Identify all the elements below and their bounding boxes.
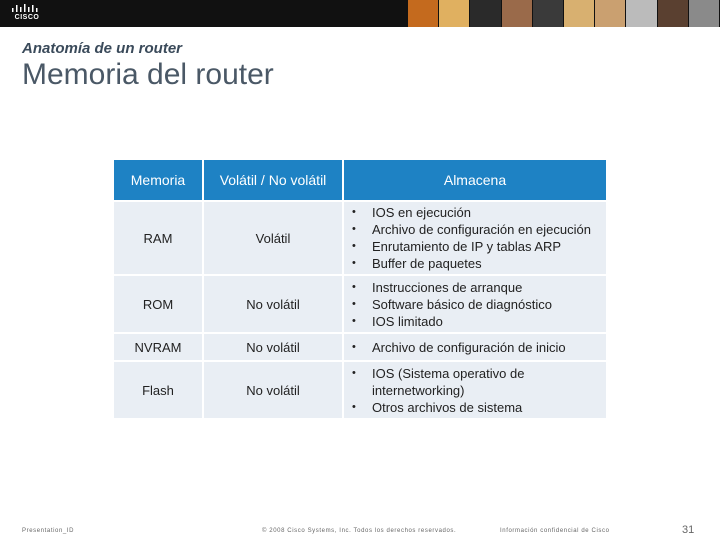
list-item: • Buffer de paquetes [372, 255, 602, 272]
list-item: • Software básico de diagnóstico [372, 296, 602, 313]
table-row [114, 276, 606, 332]
list-item: • Otros archivos de sistema [372, 399, 602, 416]
volatility-cell: No volátil [204, 334, 342, 360]
stores-cell [344, 334, 606, 360]
header-photo [595, 0, 626, 27]
header-photo [626, 0, 657, 27]
memory-type-cell: NVRAM [114, 334, 202, 360]
header-bar [0, 0, 720, 27]
list-item: • Archivo de configuración de inicio [372, 339, 602, 356]
stores-list [352, 365, 602, 416]
list-item: • Instrucciones de arranque [372, 279, 602, 296]
volatility-cell: Volátil [204, 202, 342, 274]
stores-list [352, 279, 602, 330]
header-photo [564, 0, 595, 27]
memory-table [112, 158, 608, 420]
table-header-row [114, 160, 606, 200]
logo-text: CISCO [14, 14, 40, 21]
header-photo [408, 0, 439, 27]
memory-type-cell: RAM [114, 202, 202, 274]
table-row [114, 334, 606, 360]
footer-presentation-id: Presentation_ID [22, 528, 75, 534]
list-item: • IOS (Sistema operativo de internetworking) [372, 365, 602, 399]
stores-cell [344, 276, 606, 332]
list-item: • Archivo de configuración en ejecución [372, 221, 602, 238]
stores-list [352, 339, 602, 356]
cisco-bars-icon [11, 4, 43, 13]
header-photo-strip [408, 0, 720, 27]
table-row [114, 202, 606, 274]
footer-copyright: © 2008 Cisco Systems, Inc. Todos los derechos reservados. [262, 528, 457, 534]
header-photo [439, 0, 470, 27]
memory-type-cell: ROM [114, 276, 202, 332]
header-photo [658, 0, 689, 27]
volatility-cell: No volátil [204, 362, 342, 418]
header-photo [502, 0, 533, 27]
header-volatil: Volátil / No volátil [204, 160, 342, 200]
stores-list [352, 204, 602, 272]
header-photo [533, 0, 564, 27]
footer-confidential: Información confidencial de Cisco [500, 528, 610, 534]
stores-cell [344, 362, 606, 418]
header-almacena: Almacena [344, 160, 606, 200]
header-photo [470, 0, 501, 27]
page-number: 31 [682, 524, 695, 536]
slide-subtitle: Anatomía de un router [22, 40, 183, 57]
cisco-logo [9, 4, 45, 23]
memory-type-cell: Flash [114, 362, 202, 418]
table-row [114, 362, 606, 418]
slide-title: Memoria del router [22, 58, 274, 91]
list-item: • Enrutamiento de IP y tablas ARP [372, 238, 602, 255]
volatility-cell: No volátil [204, 276, 342, 332]
list-item: • IOS limitado [372, 313, 602, 330]
stores-cell [344, 202, 606, 274]
list-item: • IOS en ejecución [372, 204, 602, 221]
header-photo [689, 0, 720, 27]
header-memoria: Memoria [114, 160, 202, 200]
